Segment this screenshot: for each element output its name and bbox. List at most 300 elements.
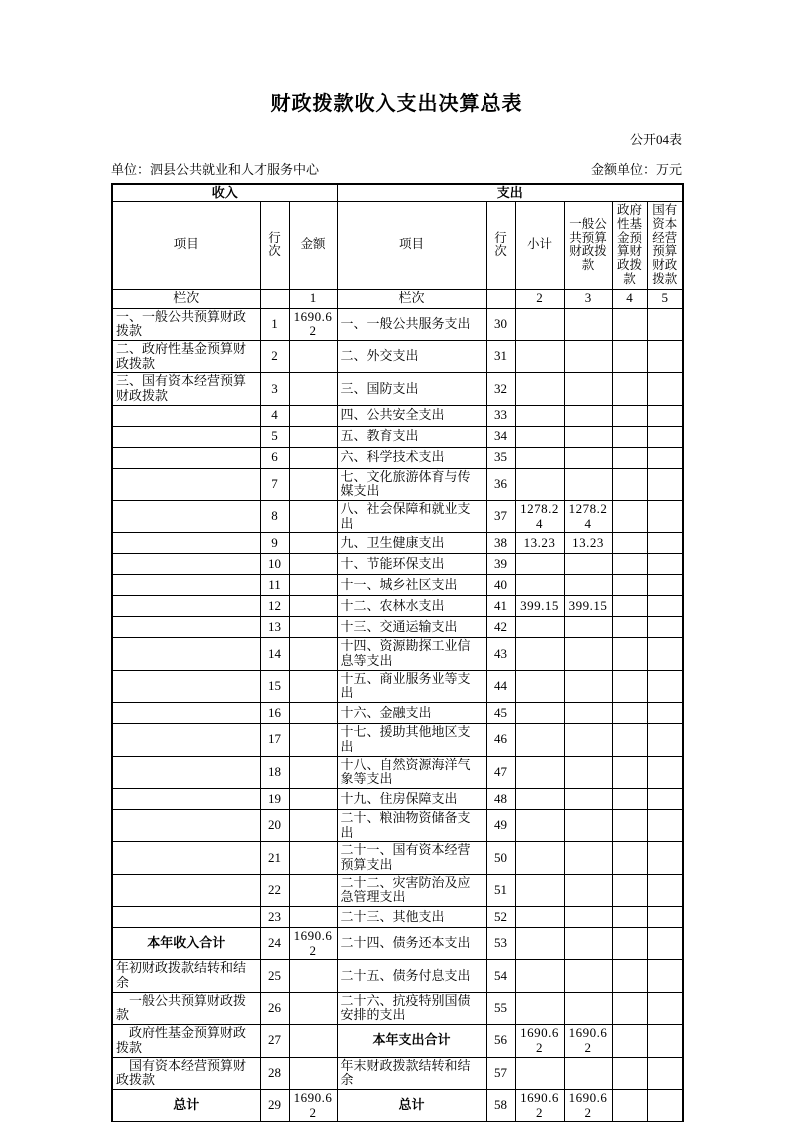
- state-capital-budget-cell: [647, 596, 683, 617]
- income-item-cell: [112, 809, 260, 841]
- state-capital-budget-cell: [647, 842, 683, 874]
- expense-row-number-cell: 52: [486, 907, 515, 928]
- expense-row-number-cell: 38: [486, 533, 515, 554]
- income-item-cell: [112, 617, 260, 638]
- subtotal-cell: 1690.62: [515, 1089, 564, 1122]
- expense-row-number-cell: 44: [486, 670, 515, 702]
- lanci-gov-fund-budget: 4: [612, 289, 647, 308]
- income-row-number-cell: 14: [260, 638, 289, 670]
- income-item-cell: [112, 703, 260, 724]
- income-item-cell: 本年收入合计: [112, 928, 260, 960]
- income-item-cell: 年初财政拨款结转和结余: [112, 960, 260, 992]
- document-title: 财政拨款收入支出决算总表: [270, 93, 523, 115]
- income-item-cell: 总计: [112, 1089, 260, 1122]
- income-amount-cell: [289, 405, 337, 426]
- expense-row-number-cell: 49: [486, 809, 515, 841]
- expense-row-number-cell: 51: [486, 874, 515, 906]
- expense-item-cell: 九、卫生健康支出: [337, 533, 486, 554]
- income-item-cell: [112, 842, 260, 874]
- income-amount-cell: [289, 638, 337, 670]
- income-item-cell: [112, 638, 260, 670]
- expense-item-cell: 六、科学技术支出: [337, 447, 486, 468]
- gov-fund-budget-cell: [612, 960, 647, 992]
- income-row-number-cell: 13: [260, 617, 289, 638]
- gov-fund-budget-cell: [612, 670, 647, 702]
- state-capital-budget-cell: [647, 992, 683, 1024]
- gov-fund-budget-cell: [612, 756, 647, 788]
- income-group-header: 收入: [112, 184, 337, 202]
- subtotal-cell: [515, 960, 564, 992]
- income-row-number-cell: 29: [260, 1089, 289, 1122]
- table-row: [112, 1057, 683, 1089]
- expense-row-number-cell: 48: [486, 788, 515, 809]
- income-item-cell: [112, 501, 260, 533]
- income-row-number-cell: 16: [260, 703, 289, 724]
- subtotal-cell: [515, 756, 564, 788]
- table-row: [112, 501, 683, 533]
- income-row-number-cell: 3: [260, 373, 289, 405]
- state-capital-budget-cell: [647, 533, 683, 554]
- subtotal-cell: 1278.24: [515, 501, 564, 533]
- expense-item-cell: 十、节能环保支出: [337, 554, 486, 575]
- expense-row-number-cell: 54: [486, 960, 515, 992]
- income-amount-cell: [289, 340, 337, 372]
- income-item-cell: [112, 874, 260, 906]
- subtotal-cell: [515, 340, 564, 372]
- lanci-row: [112, 289, 683, 308]
- table-row: [112, 1025, 683, 1057]
- subtotal-cell: [515, 809, 564, 841]
- table-row: [112, 468, 683, 500]
- col-header-expense-item: 项目: [337, 202, 486, 290]
- state-capital-budget-cell: [647, 1025, 683, 1057]
- general-public-budget-cell: 1690.62: [564, 1025, 612, 1057]
- income-row-number-cell: 10: [260, 554, 289, 575]
- income-item-cell: 国有资本经营预算财政拨款: [112, 1057, 260, 1089]
- gov-fund-budget-cell: [612, 308, 647, 340]
- subtotal-cell: [515, 575, 564, 596]
- income-row-number-cell: 25: [260, 960, 289, 992]
- subtotal-cell: [515, 788, 564, 809]
- expense-row-number-cell: 45: [486, 703, 515, 724]
- income-amount-cell: [289, 960, 337, 992]
- state-capital-budget-cell: [647, 703, 683, 724]
- subtotal-cell: [515, 468, 564, 500]
- income-amount-cell: [289, 426, 337, 447]
- expense-row-number-cell: 40: [486, 575, 515, 596]
- state-capital-budget-cell: [647, 788, 683, 809]
- general-public-budget-cell: [564, 340, 612, 372]
- expense-row-number-cell: 42: [486, 617, 515, 638]
- income-item-cell: 一般公共预算财政拨款: [112, 992, 260, 1024]
- table-row: [112, 724, 683, 756]
- expense-item-cell: 十五、商业服务业等支出: [337, 670, 486, 702]
- expense-item-cell: 二十六、抗疫特别国债安排的支出: [337, 992, 486, 1024]
- income-row-number-cell: 8: [260, 501, 289, 533]
- income-item-cell: [112, 447, 260, 468]
- subtotal-cell: [515, 703, 564, 724]
- subtotal-cell: [515, 617, 564, 638]
- state-capital-budget-cell: [647, 724, 683, 756]
- table-row: [112, 426, 683, 447]
- expense-row-number-cell: 58: [486, 1089, 515, 1122]
- income-row-number-cell: 6: [260, 447, 289, 468]
- expense-item-cell: 二十二、灾害防治及应急管理支出: [337, 874, 486, 906]
- general-public-budget-cell: [564, 638, 612, 670]
- income-amount-cell: 1690.62: [289, 928, 337, 960]
- general-public-budget-cell: [564, 874, 612, 906]
- table-row: [112, 617, 683, 638]
- expense-row-number-cell: 32: [486, 373, 515, 405]
- expense-row-number-cell: 56: [486, 1025, 515, 1057]
- income-row-number-cell: 26: [260, 992, 289, 1024]
- expense-item-cell: 总计: [337, 1089, 486, 1122]
- expense-row-number-cell: 33: [486, 405, 515, 426]
- gov-fund-budget-cell: [612, 1089, 647, 1122]
- income-row-number-cell: 22: [260, 874, 289, 906]
- state-capital-budget-cell: [647, 907, 683, 928]
- expense-row-number-cell: 50: [486, 842, 515, 874]
- expense-item-cell: 三、国防支出: [337, 373, 486, 405]
- expense-item-cell: 十三、交通运输支出: [337, 617, 486, 638]
- lanci-general-public-budget: 3: [564, 289, 612, 308]
- gov-fund-budget-cell: [612, 724, 647, 756]
- income-item-cell: 一、一般公共预算财政拨款: [112, 308, 260, 340]
- general-public-budget-cell: [564, 617, 612, 638]
- table-row: [112, 907, 683, 928]
- income-amount-cell: [289, 373, 337, 405]
- income-amount-cell: [289, 596, 337, 617]
- income-item-cell: [112, 756, 260, 788]
- gov-fund-budget-cell: [612, 340, 647, 372]
- general-public-budget-cell: [564, 960, 612, 992]
- state-capital-budget-cell: [647, 809, 683, 841]
- state-capital-budget-cell: [647, 960, 683, 992]
- expense-row-number-cell: 41: [486, 596, 515, 617]
- lanci-income-item: 栏次: [112, 289, 260, 308]
- table-row: [112, 308, 683, 340]
- expense-item-cell: 年末财政拨款结转和结余: [337, 1057, 486, 1089]
- state-capital-budget-cell: [647, 405, 683, 426]
- lanci-state-capital-budget: 5: [647, 289, 683, 308]
- expense-row-number-cell: 37: [486, 501, 515, 533]
- group-header-row: [112, 184, 683, 202]
- income-amount-cell: [289, 554, 337, 575]
- expense-item-cell: 二十四、债务还本支出: [337, 928, 486, 960]
- general-public-budget-cell: [564, 703, 612, 724]
- income-row-number-cell: 7: [260, 468, 289, 500]
- general-public-budget-cell: [564, 308, 612, 340]
- general-public-budget-cell: 13.23: [564, 533, 612, 554]
- subtotal-cell: [515, 724, 564, 756]
- gov-fund-budget-cell: [612, 554, 647, 575]
- income-row-number-cell: 11: [260, 575, 289, 596]
- state-capital-budget-cell: [647, 447, 683, 468]
- subtotal-cell: [515, 907, 564, 928]
- income-row-number-cell: 12: [260, 596, 289, 617]
- lanci-subtotal: 2: [515, 289, 564, 308]
- table-row: [112, 638, 683, 670]
- income-row-number-cell: 4: [260, 405, 289, 426]
- general-public-budget-cell: 1278.24: [564, 501, 612, 533]
- col-header-general-public-budget: 一般公共预算财政拨款: [564, 202, 612, 290]
- income-row-number-cell: 21: [260, 842, 289, 874]
- expense-row-number-cell: 43: [486, 638, 515, 670]
- table-row: [112, 756, 683, 788]
- gov-fund-budget-cell: [612, 596, 647, 617]
- table-row: [112, 992, 683, 1024]
- lanci-income-amount: 1: [289, 289, 337, 308]
- income-amount-cell: [289, 809, 337, 841]
- state-capital-budget-cell: [647, 468, 683, 500]
- budget-table: [111, 183, 684, 1122]
- general-public-budget-cell: [564, 928, 612, 960]
- subtotal-cell: 13.23: [515, 533, 564, 554]
- col-header-income-item: 项目: [112, 202, 260, 290]
- col-header-state-capital-budget: 国有资本经营预算财政拨款: [647, 202, 683, 290]
- document-body: [111, 0, 682, 1122]
- income-amount-cell: [289, 533, 337, 554]
- expense-item-cell: 一、一般公共服务支出: [337, 308, 486, 340]
- income-row-number-cell: 5: [260, 426, 289, 447]
- table-row: [112, 1089, 683, 1122]
- income-item-cell: [112, 670, 260, 702]
- subtotal-cell: [515, 405, 564, 426]
- state-capital-budget-cell: [647, 756, 683, 788]
- general-public-budget-cell: [564, 405, 612, 426]
- expense-item-cell: 二十五、债务付息支出: [337, 960, 486, 992]
- gov-fund-budget-cell: [612, 638, 647, 670]
- general-public-budget-cell: [564, 575, 612, 596]
- state-capital-budget-cell: [647, 340, 683, 372]
- general-public-budget-cell: [564, 373, 612, 405]
- meta-row: [111, 159, 682, 178]
- income-row-number-cell: 24: [260, 928, 289, 960]
- col-header-expense-row-no: 行次: [486, 202, 515, 290]
- income-row-number-cell: 28: [260, 1057, 289, 1089]
- gov-fund-budget-cell: [612, 1057, 647, 1089]
- subtotal-cell: [515, 638, 564, 670]
- table-row: [112, 703, 683, 724]
- gov-fund-budget-cell: [612, 533, 647, 554]
- income-item-cell: [112, 426, 260, 447]
- lanci-income-row-no: [260, 289, 289, 308]
- state-capital-budget-cell: [647, 874, 683, 906]
- income-row-number-cell: 19: [260, 788, 289, 809]
- expense-item-cell: 四、公共安全支出: [337, 405, 486, 426]
- expense-item-cell: 七、文化旅游体育与传媒支出: [337, 468, 486, 500]
- income-amount-cell: [289, 724, 337, 756]
- expense-item-cell: 十六、金融支出: [337, 703, 486, 724]
- income-row-number-cell: 9: [260, 533, 289, 554]
- expense-row-number-cell: 46: [486, 724, 515, 756]
- state-capital-budget-cell: [647, 426, 683, 447]
- subtotal-cell: [515, 308, 564, 340]
- table-row: [112, 373, 683, 405]
- income-item-cell: [112, 575, 260, 596]
- gov-fund-budget-cell: [612, 405, 647, 426]
- expense-item-cell: 二十、粮油物资储备支出: [337, 809, 486, 841]
- income-amount-cell: [289, 874, 337, 906]
- gov-fund-budget-cell: [612, 874, 647, 906]
- expense-item-cell: 本年支出合计: [337, 1025, 486, 1057]
- lanci-expense-item: 栏次: [337, 289, 486, 308]
- expense-item-cell: 十四、资源勘探工业信息等支出: [337, 638, 486, 670]
- table-number: 公开04表: [629, 132, 682, 147]
- state-capital-budget-cell: [647, 1057, 683, 1089]
- general-public-budget-cell: [564, 447, 612, 468]
- income-amount-cell: [289, 756, 337, 788]
- expense-item-cell: 十八、自然资源海洋气象等支出: [337, 756, 486, 788]
- general-public-budget-cell: [564, 468, 612, 500]
- income-amount-cell: [289, 788, 337, 809]
- general-public-budget-cell: [564, 426, 612, 447]
- table-row: [112, 447, 683, 468]
- income-row-number-cell: 1: [260, 308, 289, 340]
- col-header-income-row-no: 行次: [260, 202, 289, 290]
- general-public-budget-cell: [564, 842, 612, 874]
- expense-row-number-cell: 30: [486, 308, 515, 340]
- income-amount-cell: [289, 501, 337, 533]
- state-capital-budget-cell: [647, 575, 683, 596]
- table-row: [112, 928, 683, 960]
- column-header-row: [112, 202, 683, 290]
- subtotal-cell: 399.15: [515, 596, 564, 617]
- subtotal-cell: [515, 373, 564, 405]
- general-public-budget-cell: 399.15: [564, 596, 612, 617]
- table-row: [112, 340, 683, 372]
- gov-fund-budget-cell: [612, 575, 647, 596]
- income-row-number-cell: 17: [260, 724, 289, 756]
- income-row-number-cell: 27: [260, 1025, 289, 1057]
- income-amount-cell: [289, 1057, 337, 1089]
- expense-item-cell: 二十三、其他支出: [337, 907, 486, 928]
- income-amount-cell: [289, 703, 337, 724]
- subtotal-cell: [515, 670, 564, 702]
- gov-fund-budget-cell: [612, 788, 647, 809]
- gov-fund-budget-cell: [612, 842, 647, 874]
- col-header-income-amount: 金额: [289, 202, 337, 290]
- income-item-cell: 二、政府性基金预算财政拨款: [112, 340, 260, 372]
- state-capital-budget-cell: [647, 617, 683, 638]
- subtotal-cell: [515, 554, 564, 575]
- general-public-budget-cell: [564, 724, 612, 756]
- income-item-cell: [112, 405, 260, 426]
- state-capital-budget-cell: [647, 670, 683, 702]
- gov-fund-budget-cell: [612, 1025, 647, 1057]
- table-row: [112, 960, 683, 992]
- gov-fund-budget-cell: [612, 373, 647, 405]
- expense-item-cell: 十二、农林水支出: [337, 596, 486, 617]
- general-public-budget-cell: 1690.62: [564, 1089, 612, 1122]
- subtotal-cell: [515, 874, 564, 906]
- income-item-cell: [112, 596, 260, 617]
- subtotal-cell: [515, 842, 564, 874]
- income-amount-cell: [289, 617, 337, 638]
- table-row: [112, 533, 683, 554]
- col-header-subtotal: 小计: [515, 202, 564, 290]
- income-item-cell: [112, 468, 260, 500]
- gov-fund-budget-cell: [612, 617, 647, 638]
- unit-label: 单位：泗县公共就业和人才服务中心: [111, 162, 320, 177]
- state-capital-budget-cell: [647, 308, 683, 340]
- gov-fund-budget-cell: [612, 468, 647, 500]
- income-amount-cell: [289, 842, 337, 874]
- income-item-cell: 三、国有资本经营预算财政拨款: [112, 373, 260, 405]
- income-amount-cell: 1690.62: [289, 1089, 337, 1122]
- general-public-budget-cell: [564, 992, 612, 1024]
- income-amount-cell: [289, 447, 337, 468]
- expense-row-number-cell: 35: [486, 447, 515, 468]
- table-row: [112, 842, 683, 874]
- general-public-budget-cell: [564, 756, 612, 788]
- income-item-cell: 政府性基金预算财政拨款: [112, 1025, 260, 1057]
- subtotal-cell: [515, 426, 564, 447]
- income-item-cell: [112, 724, 260, 756]
- gov-fund-budget-cell: [612, 928, 647, 960]
- income-row-number-cell: 20: [260, 809, 289, 841]
- gov-fund-budget-cell: [612, 907, 647, 928]
- expense-row-number-cell: 31: [486, 340, 515, 372]
- general-public-budget-cell: [564, 788, 612, 809]
- gov-fund-budget-cell: [612, 447, 647, 468]
- expense-item-cell: 十七、援助其他地区支出: [337, 724, 486, 756]
- state-capital-budget-cell: [647, 638, 683, 670]
- general-public-budget-cell: [564, 1057, 612, 1089]
- gov-fund-budget-cell: [612, 809, 647, 841]
- expense-item-cell: 十九、住房保障支出: [337, 788, 486, 809]
- expense-row-number-cell: 55: [486, 992, 515, 1024]
- expense-row-number-cell: 34: [486, 426, 515, 447]
- expense-row-number-cell: 47: [486, 756, 515, 788]
- expense-item-cell: 五、教育支出: [337, 426, 486, 447]
- income-row-number-cell: 23: [260, 907, 289, 928]
- income-amount-cell: [289, 907, 337, 928]
- income-row-number-cell: 18: [260, 756, 289, 788]
- income-item-cell: [112, 788, 260, 809]
- expense-group-header: 支出: [337, 184, 683, 202]
- col-header-gov-fund-budget: 政府性基金预算财政拨款: [612, 202, 647, 290]
- gov-fund-budget-cell: [612, 992, 647, 1024]
- amount-unit-label: 金额单位：万元: [590, 162, 682, 177]
- gov-fund-budget-cell: [612, 501, 647, 533]
- general-public-budget-cell: [564, 670, 612, 702]
- income-amount-cell: [289, 992, 337, 1024]
- subtotal-cell: [515, 447, 564, 468]
- table-row: [112, 670, 683, 702]
- gov-fund-budget-cell: [612, 426, 647, 447]
- expense-row-number-cell: 57: [486, 1057, 515, 1089]
- income-amount-cell: [289, 670, 337, 702]
- table-row: [112, 809, 683, 841]
- state-capital-budget-cell: [647, 373, 683, 405]
- income-item-cell: [112, 907, 260, 928]
- subtotal-cell: [515, 1057, 564, 1089]
- expense-row-number-cell: 39: [486, 554, 515, 575]
- subtotal-cell: [515, 928, 564, 960]
- state-capital-budget-cell: [647, 501, 683, 533]
- income-item-cell: [112, 554, 260, 575]
- general-public-budget-cell: [564, 907, 612, 928]
- expense-item-cell: 二、外交支出: [337, 340, 486, 372]
- table-row: [112, 788, 683, 809]
- state-capital-budget-cell: [647, 1089, 683, 1122]
- expense-row-number-cell: 36: [486, 468, 515, 500]
- general-public-budget-cell: [564, 554, 612, 575]
- income-row-number-cell: 15: [260, 670, 289, 702]
- table-row: [112, 554, 683, 575]
- state-capital-budget-cell: [647, 554, 683, 575]
